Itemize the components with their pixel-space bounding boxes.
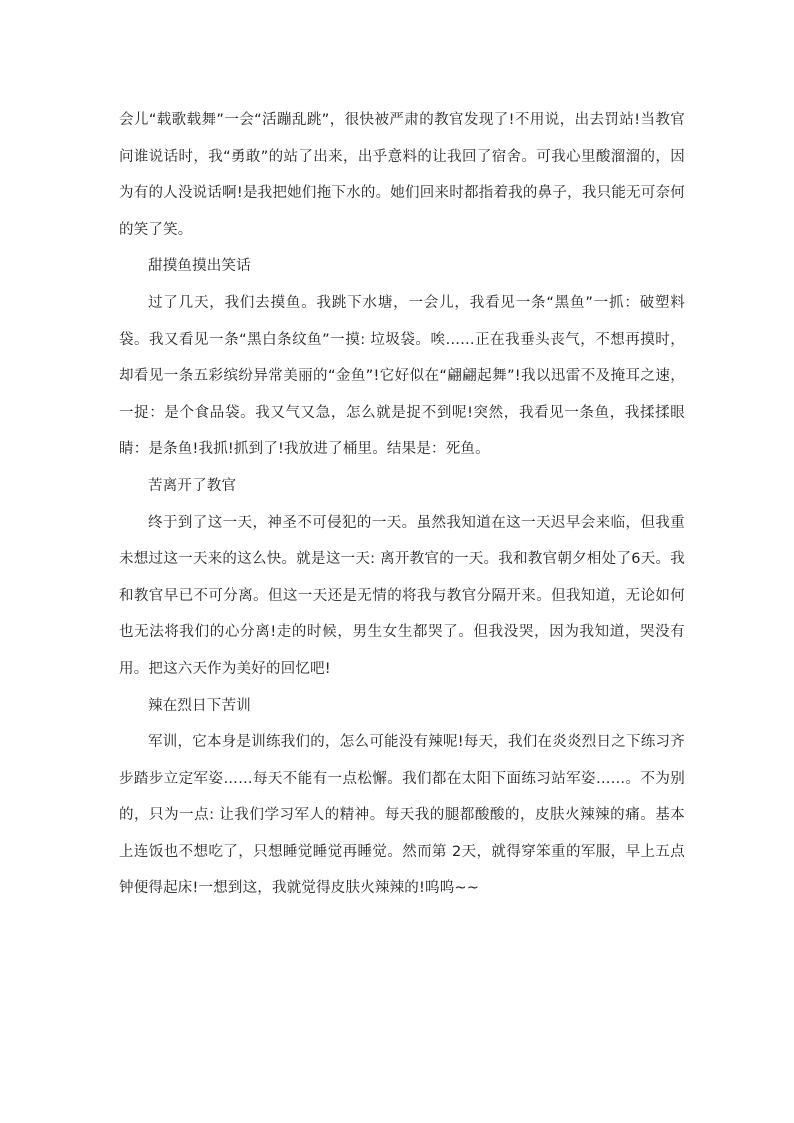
section-heading-training: 辣在烈日下苦训 <box>148 697 251 714</box>
document-page <box>119 102 685 907</box>
paragraph-dorm-incident: 会儿“载歌载舞”一会“活蹦乱跳”，很快被严肃的教官发现了!不用说，出去罚站!当教官问谁说话时，我“勇敢”的站了出来，出乎意料的让我回了宿舍。可我心里酸溜溜的，因为有的人没说话啊!是我把她们拖下水的。她们回来时都指着我的鼻子，我只能无可奈何的笑了笑。 <box>119 112 685 238</box>
section-heading-leaving-instructor: 苦离开了教官 <box>148 477 237 494</box>
paragraph-training: 军训，它本身是训练我们的，怎么可能没有辣呢!每天，我们在炎炎烈日之下练习齐步踏步立定军姿……每天不能有一点松懈。我们都在太阳下面练习站军姿……。不为别的，只为一点: 让我们学习军人的精神。每天我的腿都酸酸的，皮肤火辣辣的痛。基本上连饭也不想吃了，只想睡觉睡觉再睡觉。然而第 2天，就得穿笨重的军服，早上五点钟便得起床!一想到这，我就觉得皮肤火辣辣的!呜呜~~ <box>119 734 685 897</box>
section-heading-fishing: 甜摸鱼摸出笑话 <box>148 258 251 275</box>
paragraph-fishing: 过了几天，我们去摸鱼。我跳下水塘，一会儿，我看见一条“黑鱼”一抓：破塑料袋。我又看见一条“黑白条纹鱼”一摸: 垃圾袋。唉……正在我垂头丧气，不想再摸时，却看见一条五彩缤纷异常美丽的“金鱼”!它好似在“翩翩起舞”!我以迅雷不及掩耳之速，一捉：是个食品袋。我又气又急，怎么就是捉不到呢!突然，我看见一条鱼，我揉揉眼睛：是条鱼!我抓!抓到了!我放进了桶里。结果是：死鱼。 <box>119 294 685 458</box>
paragraph-leaving-instructor: 终于到了这一天，神圣不可侵犯的一天。虽然我知道在这一天迟早会来临，但我重未想过这一天来的这么快。就是这一天: 离开教官的一天。我和教官朝夕相处了6天。我和教官早已不可分离。但这一天还是无情的将我与教官分隔开来。但我知道，无论如何也无法将我们的心分离!走的时候，男生女生都哭了。但我没哭，因为我知道，哭没有用。把这六天作为美好的回忆吧! <box>119 514 685 677</box>
